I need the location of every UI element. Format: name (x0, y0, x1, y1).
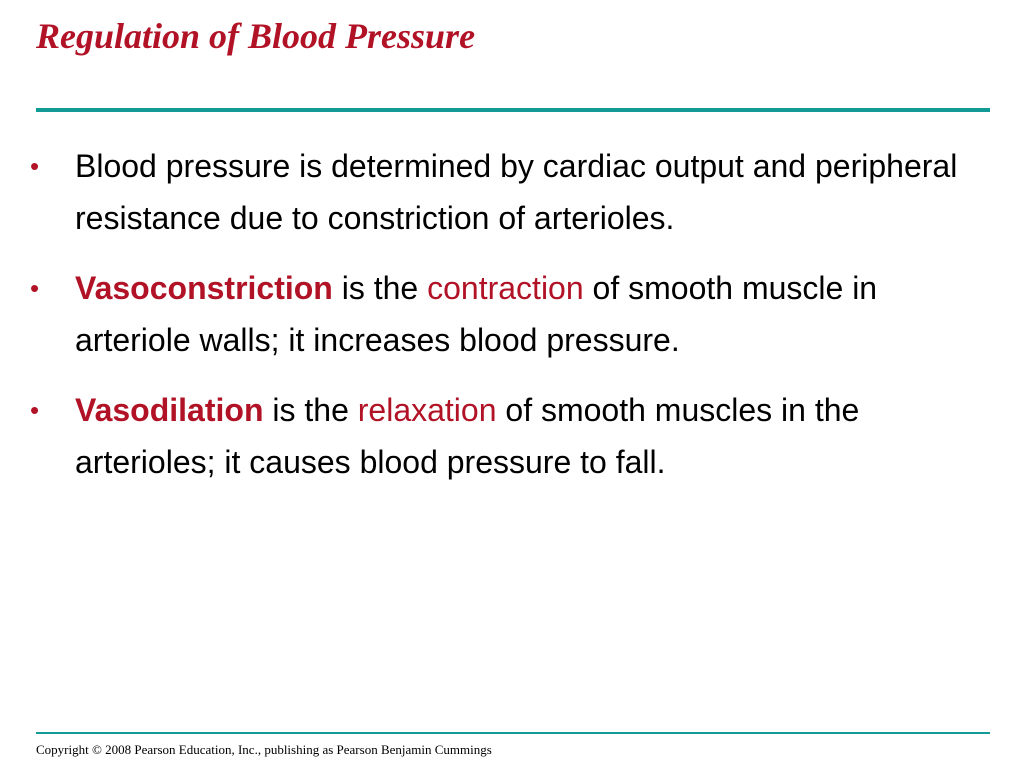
bullet-list (28, 140, 988, 506)
bullet-text-part: of smooth muscles in the arterioles; it causes blood pressure to fall. (75, 392, 860, 480)
keyword-relaxation: relaxation (357, 392, 497, 428)
bullet-item-vasodilation (28, 384, 988, 488)
bullet-text: Blood pressure is determined by cardiac output and peripheral resistance due to constriction of arterioles. (75, 148, 958, 236)
slide-title: Regulation of Blood Pressure (36, 16, 476, 56)
bullet-marker: • (30, 151, 40, 181)
footer-divider (36, 732, 990, 734)
bullet-item-vasoconstriction (28, 262, 988, 366)
bullet-marker: • (30, 395, 40, 425)
term-vasoconstriction: Vasoconstriction (75, 270, 333, 306)
copyright-footer: Copyright © 2008 Pearson Education, Inc., publishing as Pearson Benjamin Cummings (36, 742, 492, 757)
term-vasodilation: Vasodilation (75, 392, 264, 428)
keyword-contraction: contraction (427, 270, 584, 306)
bullet-text-part: of smooth muscle in arteriole walls; it increases blood pressure. (75, 270, 878, 358)
title-divider (36, 108, 990, 112)
bullet-item-blood-pressure (28, 140, 988, 244)
bullet-marker: • (30, 273, 40, 303)
bullet-text-part: is the (263, 392, 358, 428)
bullet-text-part: is the (332, 270, 428, 306)
